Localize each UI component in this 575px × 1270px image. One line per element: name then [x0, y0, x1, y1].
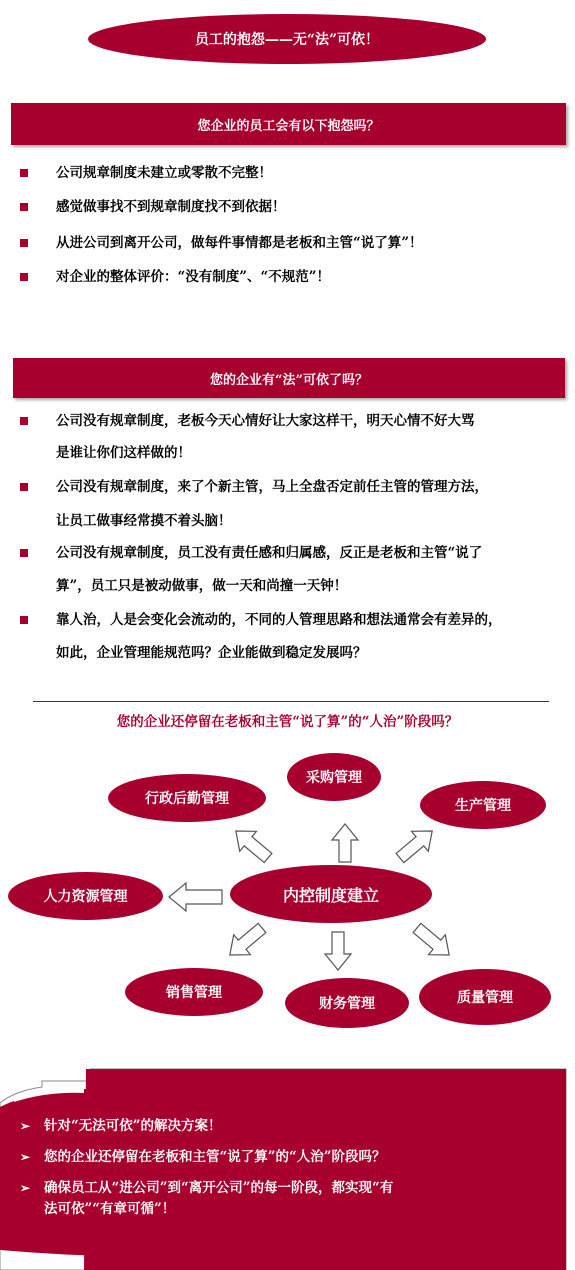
square-bullet-icon: [20, 203, 28, 211]
hollow-arrow-icon: [227, 821, 276, 868]
section2-header: 您的企业有“法”可依了吗？: [13, 358, 565, 398]
square-bullet-icon: [20, 239, 28, 247]
hollow-arrow-icon: [325, 932, 351, 970]
square-bullet-icon: [20, 417, 28, 425]
hollow-arrow-icon: [409, 918, 458, 965]
node-production: 生产管理: [420, 781, 546, 829]
hollow-arrow-icon: [221, 918, 270, 965]
chevron-right-icon: ➢: [20, 1181, 31, 1195]
chevron-right-icon: ➢: [20, 1119, 31, 1133]
node-admin: 行政后勤管理: [108, 774, 266, 822]
square-bullet-icon: [20, 616, 28, 624]
hollow-arrow-icon: [392, 821, 441, 868]
hollow-arrow-icon: [332, 824, 358, 862]
section1-header: 您企业的员工会有以下抱怨吗？: [11, 103, 566, 145]
node-finance: 财务管理: [285, 978, 409, 1028]
square-bullet-icon: [20, 549, 28, 557]
square-bullet-icon: [20, 483, 28, 491]
node-sales: 销售管理: [125, 968, 263, 1016]
diagram-question: 您的企业还停留在老板和主管“说了算”的“人治”阶段吗？: [116, 714, 459, 730]
node-purchase: 采购管理: [287, 753, 381, 801]
node-quality: 质量管理: [419, 969, 551, 1025]
node-center: 内控制度建立: [230, 865, 432, 923]
divider: [33, 701, 549, 702]
square-bullet-icon: [20, 273, 28, 281]
page-title: 员工的抱怨——无“法”可依！: [88, 14, 486, 64]
hollow-arrow-icon: [169, 883, 222, 911]
chevron-right-icon: ➢: [20, 1150, 31, 1164]
node-hr: 人力资源管理: [8, 872, 163, 920]
square-bullet-icon: [20, 169, 28, 177]
